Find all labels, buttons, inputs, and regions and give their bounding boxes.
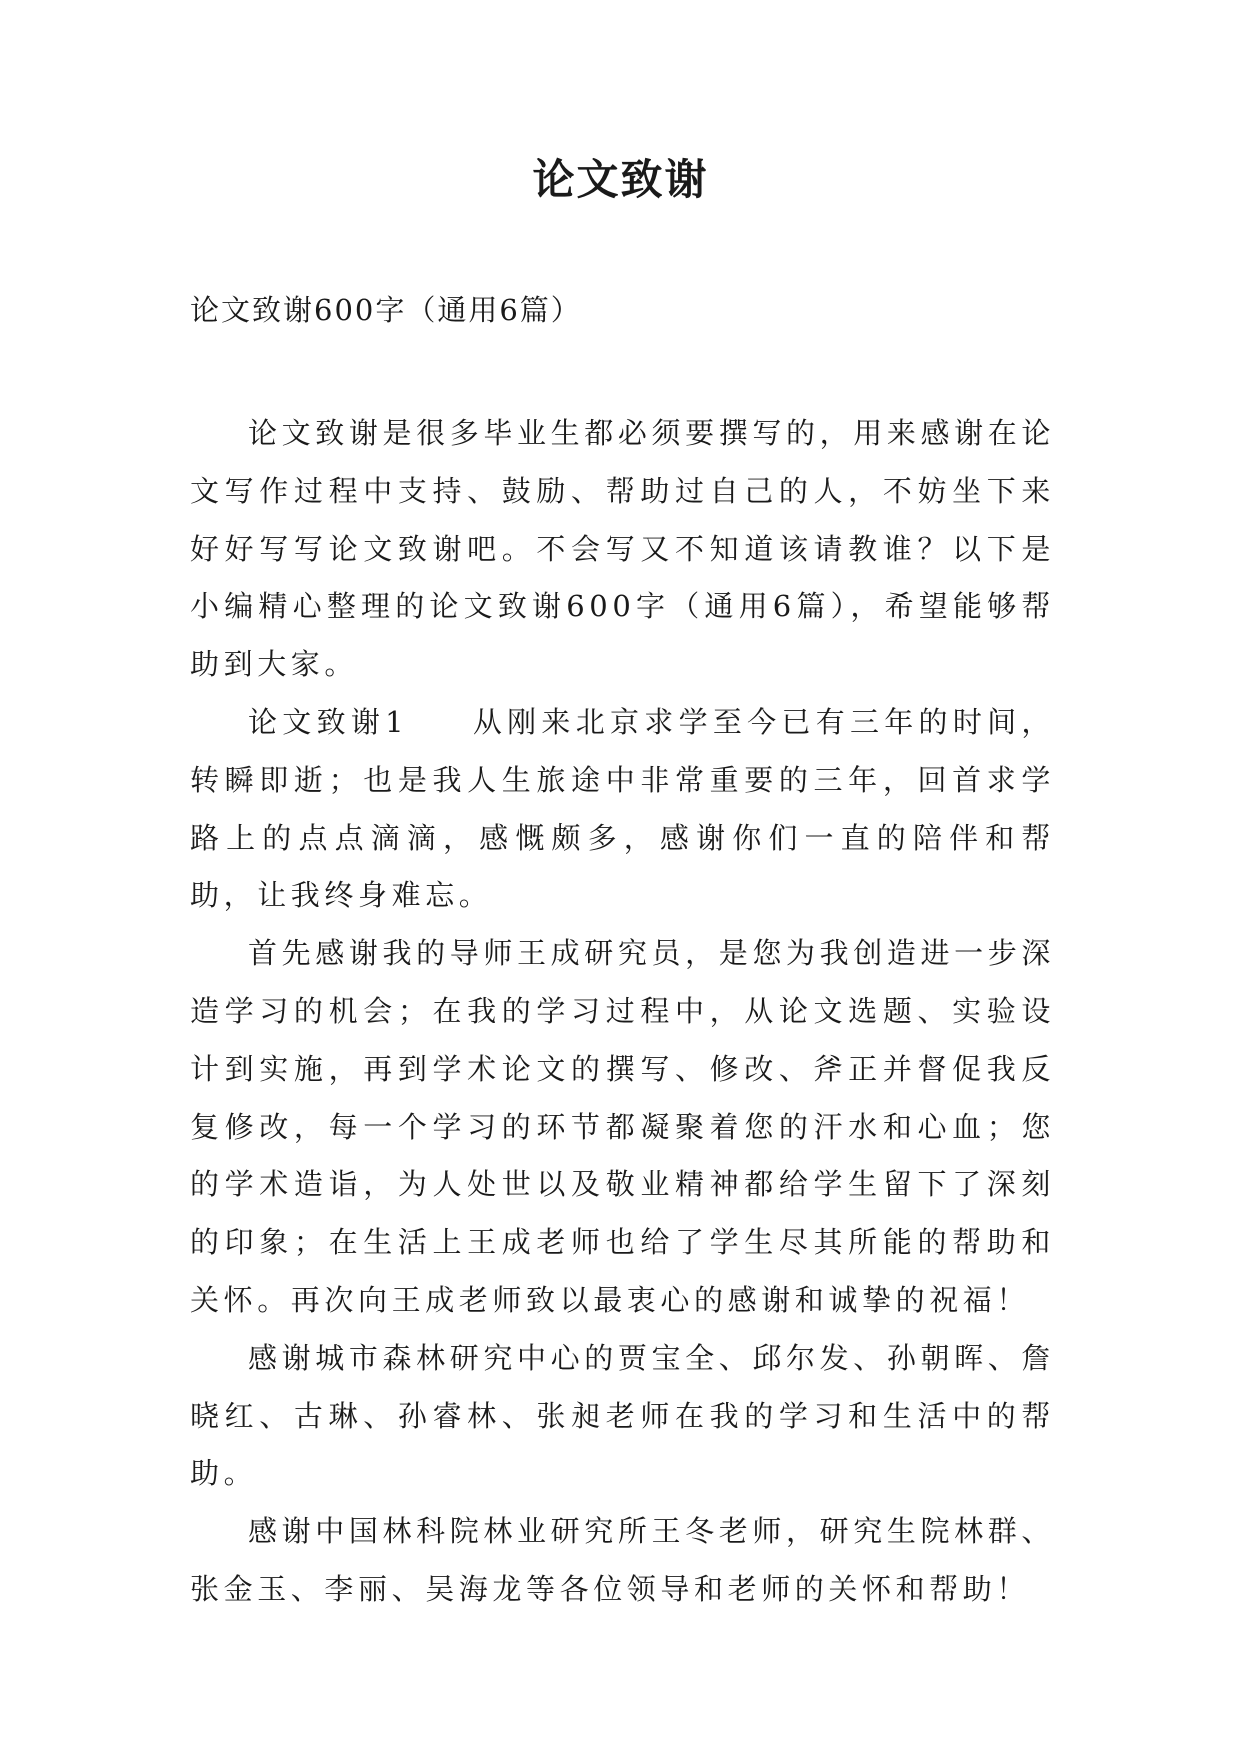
section-1-heading: 论文致谢1 [248, 704, 409, 739]
document-body [190, 405, 1055, 1619]
section-1-paragraph [190, 694, 1055, 925]
section-1-opening: 从刚来北京求学至今已有三年的时间，转瞬即逝；也是我人生旅途中非常重要的三年，回首求学路上的点点滴滴，感慨颇多，感谢你们一直的陪伴和帮助，让我终身难忘。 [190, 704, 1055, 913]
document-title: 论文致谢 [532, 155, 709, 204]
body-paragraph: 首先感谢我的导师王成研究员，是您为我创造进一步深造学习的机会；在我的学习过程中，从论文选题、实验设计到实施，再到学术论文的撰写、修改、斧正并督促我反复修改，每一个学习的环节都凝聚着您的汗水和心血；您的学术造诣，为人处世以及敬业精神都给学生留下了深刻的印象；在生活上王成老师也给了学生尽其所能的帮助和关怀。再次向王成老师致以最衷心的感谢和诚挚的祝福！ [190, 936, 1055, 1317]
document-subtitle: 论文致谢600字（通用6篇） [190, 293, 582, 327]
intro-paragraph: 论文致谢是很多毕业生都必须要撰写的，用来感谢在论文写作过程中支持、鼓励、帮助过自己的人，不妨坐下来好好写写论文致谢吧。不会写又不知道该请教谁？以下是小编精心整理的论文致谢600字（通用6篇），希望能够帮助到大家。 [190, 416, 1055, 682]
body-paragraph: 感谢中国林科院林业研究所王冬老师，研究生院林群、张金玉、李丽、吴海龙等各位领导和老师的关怀和帮助！ [190, 1514, 1055, 1606]
body-paragraph: 感谢城市森林研究中心的贾宝全、邱尔发、孙朝晖、詹晓红、古琳、孙睿林、张昶老师在我的学习和生活中的帮助。 [190, 1340, 1055, 1491]
